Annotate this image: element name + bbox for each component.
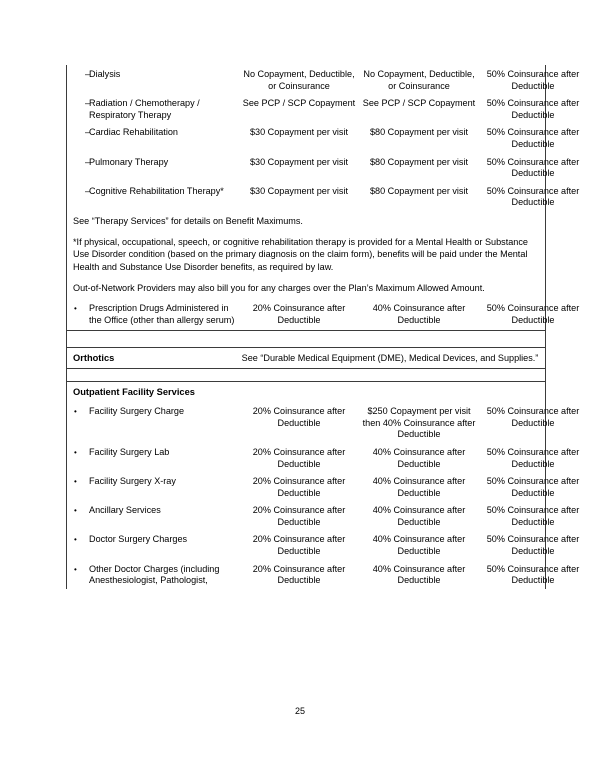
in-network-tier1-value: 20% Coinsurance after Deductible: [252, 563, 346, 586]
table-row: [67, 94, 580, 123]
in-network-tier2-value: $80 Copayment per visit: [369, 156, 469, 167]
service-label-cell: [67, 564, 239, 587]
service-label-cell: [67, 447, 239, 470]
therapy-services-note: [67, 211, 545, 230]
in-network-tier2-value: See PCP / SCP Copayment: [362, 98, 476, 109]
in-network-tier1-value: 20% Coinsurance after Deductible: [252, 505, 346, 527]
in-network-tier2-value: No Copayment, Deductible, or Coinsurance: [363, 69, 475, 91]
section-header-row: [67, 382, 545, 402]
spacer-cell: [67, 331, 545, 347]
out-of-network-value: 50% Coinsurance after Deductible: [486, 505, 580, 527]
out-of-network-value: 50% Coinsurance after Deductible: [486, 156, 580, 179]
note-row: [67, 211, 545, 230]
in-network-tier2-value: 40% Coinsurance after Deductible: [372, 563, 466, 586]
out-of-network-value: 50% Coinsurance after Deductible: [486, 534, 580, 557]
in-network-tier1-value: 20% Coinsurance after Deductible: [252, 476, 346, 498]
service-label-cell: [67, 98, 239, 121]
service-label: Prescription Drugs Administered in the Office (other than allergy serum): [89, 302, 235, 325]
service-label: Doctor Surgery Charges: [89, 534, 188, 545]
bullet-marker-icon: •: [74, 303, 77, 313]
out-of-network-value: 50% Coinsurance after Deductible: [486, 476, 580, 498]
service-label: Pulmonary Therapy: [89, 156, 169, 167]
in-network-tier1-value: $30 Copayment per visit: [249, 156, 349, 167]
in-network-tier1-value: $30 Copayment per visit: [249, 185, 349, 196]
dash-marker-icon: –: [85, 185, 91, 196]
service-label-cell: [67, 69, 239, 92]
out-of-network-value: 50% Coinsurance after Deductible: [486, 302, 580, 325]
in-network-tier2-value: 40% Coinsurance after Deductible: [372, 476, 466, 498]
out-of-network-value: 50% Coinsurance after Deductible: [486, 185, 580, 208]
table-row: [67, 123, 580, 152]
in-network-tier2-value: $250 Copayment per visit then 40% Coinsurance after Deductible: [362, 406, 476, 440]
service-label: Dialysis: [89, 69, 121, 79]
out-of-network-value: 50% Coinsurance after Deductible: [486, 127, 580, 149]
bullet-marker-icon: •: [74, 477, 77, 487]
mental-health-footnote-text: *If physical, occupational, speech, or cognitive rehabilitation therapy is provided for a Mental Health or Substance Use Disorder condition (based on the primary diagnosis on the claim form), benefits will be paid under the Mental Health and Substance Use Disorder benefits, as required by law.: [73, 237, 528, 272]
service-label: Facility Surgery X-ray: [89, 476, 176, 487]
in-network-tier1-value: 20% Coinsurance after Deductible: [252, 534, 346, 557]
in-network-tier2-value: 40% Coinsurance after Deductible: [372, 534, 466, 557]
service-label: Facility Surgery Charge: [89, 406, 185, 417]
dash-marker-icon: –: [85, 127, 91, 138]
out-of-network-value: 50% Coinsurance after Deductible: [486, 446, 580, 469]
service-label-cell: [67, 127, 239, 150]
in-network-tier2-value: 40% Coinsurance after Deductible: [372, 302, 466, 325]
service-label: Radiation / Chemotherapy / Respiratory Therapy: [89, 98, 200, 120]
page-number: 25: [294, 706, 305, 716]
table-row: [67, 472, 580, 501]
out-of-network-value: 50% Coinsurance after Deductible: [486, 406, 580, 428]
table-row: [67, 402, 580, 443]
out-of-network-note: [67, 276, 545, 297]
out-of-network-value: 50% Coinsurance after Deductible: [486, 69, 580, 91]
service-label: Facility Surgery Lab: [89, 446, 170, 457]
out-of-network-value: 50% Coinsurance after Deductible: [486, 563, 580, 586]
table-row: [67, 65, 580, 94]
spacer-row: [67, 369, 545, 382]
service-label-cell: [67, 476, 239, 499]
bullet-marker-icon: •: [74, 407, 77, 417]
bullet-marker-icon: •: [74, 506, 77, 516]
in-network-tier2-value: $80 Copayment per visit: [369, 185, 469, 196]
in-network-tier2-value: 40% Coinsurance after Deductible: [372, 446, 466, 469]
in-network-tier1-value: See PCP / SCP Copayment: [242, 98, 356, 109]
mental-health-footnote: [67, 230, 545, 276]
in-network-tier2-value: 40% Coinsurance after Deductible: [372, 505, 466, 527]
in-network-tier1-value: 20% Coinsurance after Deductible: [252, 302, 346, 325]
footnote-row: [67, 230, 545, 276]
out-of-network-note-text: Out-of-Network Providers may also bill you for any charges over the Plan’s Maximum Allowed Amount.: [73, 282, 485, 293]
service-label-cell: [67, 406, 239, 441]
orthotics-reference: See “Durable Medical Equipment (DME), Medical Devices, and Supplies.”: [241, 353, 539, 364]
in-network-tier1-value: $30 Copayment per visit: [249, 127, 349, 138]
service-label: Other Doctor Charges (including Anesthesiologist, Pathologist,: [89, 563, 220, 586]
bullet-marker-icon: •: [74, 564, 77, 574]
service-label: Cognitive Rehabilitation Therapy*: [89, 185, 224, 196]
service-label-cell: [67, 534, 239, 557]
service-label: Cardiac Rehabilitation: [89, 127, 178, 138]
service-label-cell: [67, 186, 239, 209]
note-row: [67, 276, 545, 297]
service-label-cell: [67, 157, 239, 180]
spacer-row: [67, 331, 545, 348]
table-row-orthotics: [67, 348, 545, 369]
orthotics-label: Orthotics: [73, 353, 115, 364]
therapy-services-note-text: See “Therapy Services” for details on Benefit Maximums.: [73, 215, 303, 226]
table-row: [67, 153, 580, 182]
table-row: [67, 443, 580, 472]
in-network-tier1-value: 20% Coinsurance after Deductible: [252, 446, 346, 469]
service-label-cell: [67, 505, 239, 528]
benefit-summary-table: [66, 65, 580, 589]
table-row: [67, 182, 580, 211]
in-network-tier1-value: 20% Coinsurance after Deductible: [252, 406, 346, 428]
table-row: [67, 560, 580, 589]
spacer-cell: [67, 369, 545, 381]
bullet-marker-icon: •: [74, 447, 77, 457]
table-row: [67, 297, 580, 331]
in-network-tier2-value: $80 Copayment per visit: [369, 127, 469, 138]
dash-marker-icon: –: [85, 69, 91, 79]
service-label-cell: [67, 303, 239, 326]
outpatient-facility-services-heading: Outpatient Facility Services: [73, 387, 195, 398]
out-of-network-value: 50% Coinsurance after Deductible: [486, 98, 580, 120]
bullet-marker-icon: •: [74, 535, 77, 545]
service-label: Ancillary Services: [89, 505, 161, 516]
table-row: [67, 501, 580, 530]
in-network-tier1-value: No Copayment, Deductible, or Coinsurance: [243, 69, 355, 91]
table-row: [67, 530, 580, 559]
dash-marker-icon: –: [85, 98, 91, 109]
dash-marker-icon: –: [85, 156, 91, 167]
